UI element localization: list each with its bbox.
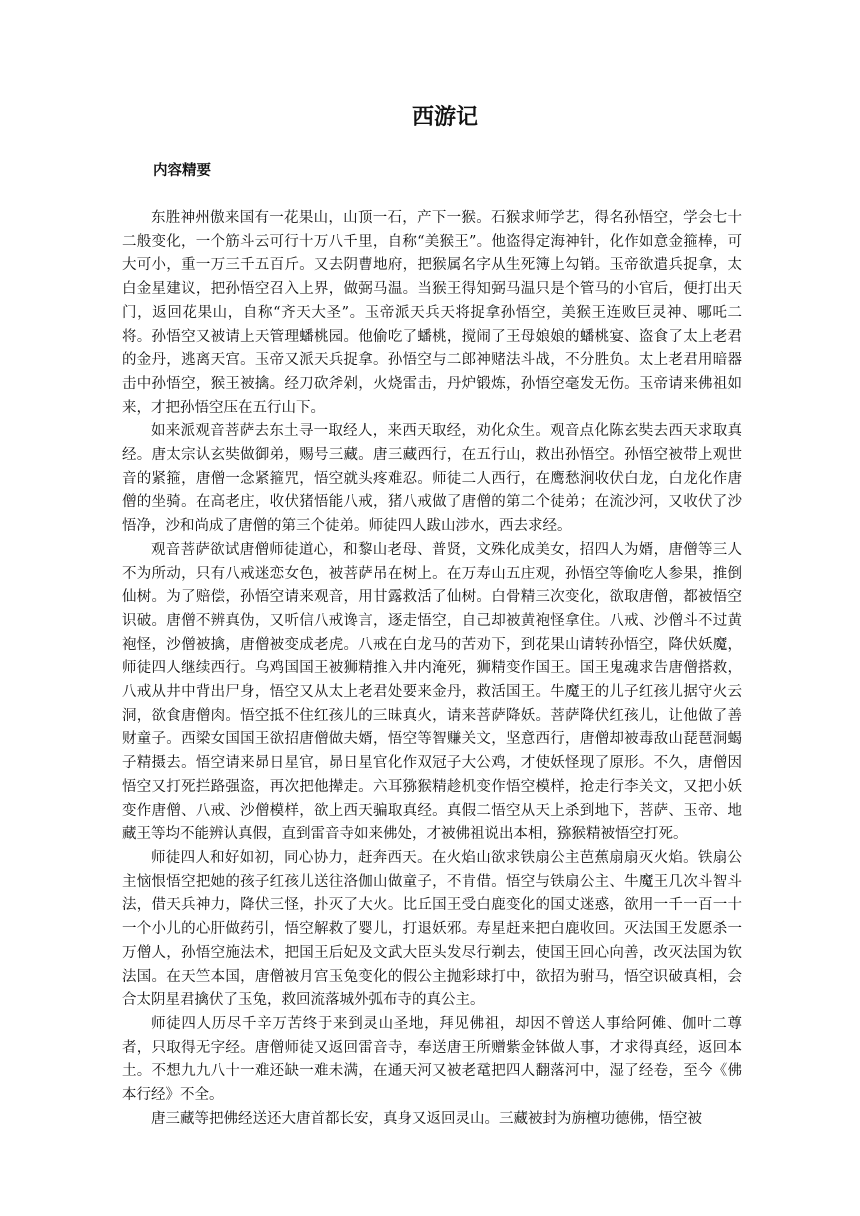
section-heading: 内容精要: [153, 163, 211, 179]
body-text: [122, 207, 742, 1131]
paragraph: 师徒四人和好如初，同心协力，赶奔西天。在火焰山欲求铁扇公主芭蕉扇扇灭火焰。铁扇公主恼恨悟空把她的孩子红孩儿送往洛伽山做童子，不肯借。悟空与铁扇公主、牛魔王几次斗智斗法，借天兵神力，降伏三怪，扑灭了大火。比丘国王受白鹿变化的国丈迷惑，欲用一千一百一十一个小儿的心肝做药引，悟空解救了婴儿，打退妖邪。寿星赶来把白鹿收回。灭法国王发愿杀一万僧人，孙悟空施法术，把国王后妃及文武大臣头发尽行剃去，使国王回心向善，改灭法国为钦法国。在天竺本国，唐僧被月宫玉兔变化的假公主抛彩球打中，欲招为驸马，悟空识破真相，会合太阴星君擒伏了玉兔，救回流落城外弧布寺的真公主。: [122, 849, 742, 1009]
paragraph: 唐三藏等把佛经送还大唐首都长安，真身又返回灵山。三藏被封为旃檀功德佛，悟空被: [151, 1110, 702, 1127]
document-title: 西游记: [411, 105, 478, 130]
paragraph: 如来派观音菩萨去东土寻一取经人，来西天取经，劝化众生。观音点化陈玄奘去西天求取真经。唐太宗认玄奘做御弟，赐号三藏。唐三藏西行，在五行山，救出孙悟空。孙悟空被带上观世音的紧箍，唐僧一念紧箍咒，悟空就头疼难忍。师徒二人西行，在鹰愁涧收伏白龙，白龙化作唐僧的坐骑。在高老庄，收伏猪悟能八戒，猪八戒做了唐僧的第二个徒弟；在流沙河，又收伏了沙悟净，沙和尚成了唐僧的第三个徒弟。师徒四人跋山涉水，西去求经。: [122, 423, 742, 535]
paragraph: 东胜神州傲来国有一花果山，山顶一石，产下一猴。石猴求师学艺，得名孙悟空，学会七十二般变化，一个筋斗云可行十万八千里，自称“美猴王”。他盗得定海神针，化作如意金箍棒，可大可小，重一万三千五百斤。又去阴曹地府，把猴属名字从生死簿上勾销。玉帝欲遣兵捉拿，太白金星建议，把孙悟空召入上界，做弼马温。当猴王得知弼马温只是个管马的小官后，便打出天门，返回花果山，自称“齐天大圣”。玉帝派天兵天将捉拿孙悟空，美猴王连败巨灵神、哪吒二将。孙悟空又被请上天管理蟠桃园。他偷吃了蟠桃，搅闹了王母娘娘的蟠桃宴、盗食了太上老君的金丹，逃离天宫。玉帝又派天兵捉拿。孙悟空与二郎神赌法斗战，不分胜负。太上老君用暗器击中孙悟空，猴王被擒。经刀砍斧剁，火烧雷击，丹炉锻炼，孙悟空毫发无伤。玉帝请来佛祖如来，才把孙悟空压在五行山下。: [122, 210, 742, 416]
paragraph: 师徒四人历尽千辛万苦终于来到灵山圣地，拜见佛祖，却因不曾送人事给阿傩、伽叶二尊者，只取得无字经。唐僧师徒又返回雷音寺，奉送唐王所赠紫金钵做人事，才求得真经，返回本土。不想九九八十一难还缺一难未满，在通天河又被老鼋把四人翻落河中，湿了经卷，至今《佛本行经》不全。: [122, 1015, 742, 1104]
paragraph: 观音菩萨欲试唐僧师徒道心，和黎山老母、普贤，文殊化成美女，招四人为婿，唐僧等三人不为所动，只有八戒迷恋女色，被菩萨吊在树上。在万寿山五庄观，孙悟空等偷吃人参果，推倒仙树。为了赔偿，孙悟空请来观音，用甘露救活了仙树。白骨精三次变化，欲取唐僧，都被悟空识破。唐僧不辨真伪，又听信八戒谗言，逐走悟空，自己却被黄袍怪拿住。八戒、沙僧斗不过黄袍怪，沙僧被擒，唐僧被变成老虎。八戒在白龙马的苦劝下，到花果山请转孙悟空，降伏妖魔，师徒四人继续西行。乌鸡国国王被狮精推入井内淹死，狮精变作国王。国王鬼魂求告唐僧搭救，八戒从井中背出尸身，悟空又从太上老君处要来金丹，救活国王。牛魔王的儿子红孩儿据守火云洞，欲食唐僧肉。悟空抵不住红孩儿的三昧真火，请来菩萨降妖。菩萨降伏红孩儿，让他做了善财童子。西梁女国国王欲招唐僧做夫婿，悟空等智赚关文，坚意西行，唐僧却被毒敌山琵琶洞蝎子精摄去。悟空请来昴日星官，昴日星官化作双冠子大公鸡，才使妖怪现了原形。不久，唐僧因悟空又打死拦路强盗，再次把他撵走。六耳猕猴精趁机变作悟空模样，抢走行李关文，又把小妖变作唐僧、八戒、沙僧模样，欲上西天骗取真经。真假二悟空从天上杀到地下，菩萨、玉帝、地藏王等均不能辨认真假，直到雷音寺如来佛处，才被佛祖说出本相，猕猴精被悟空打死。: [122, 541, 742, 843]
